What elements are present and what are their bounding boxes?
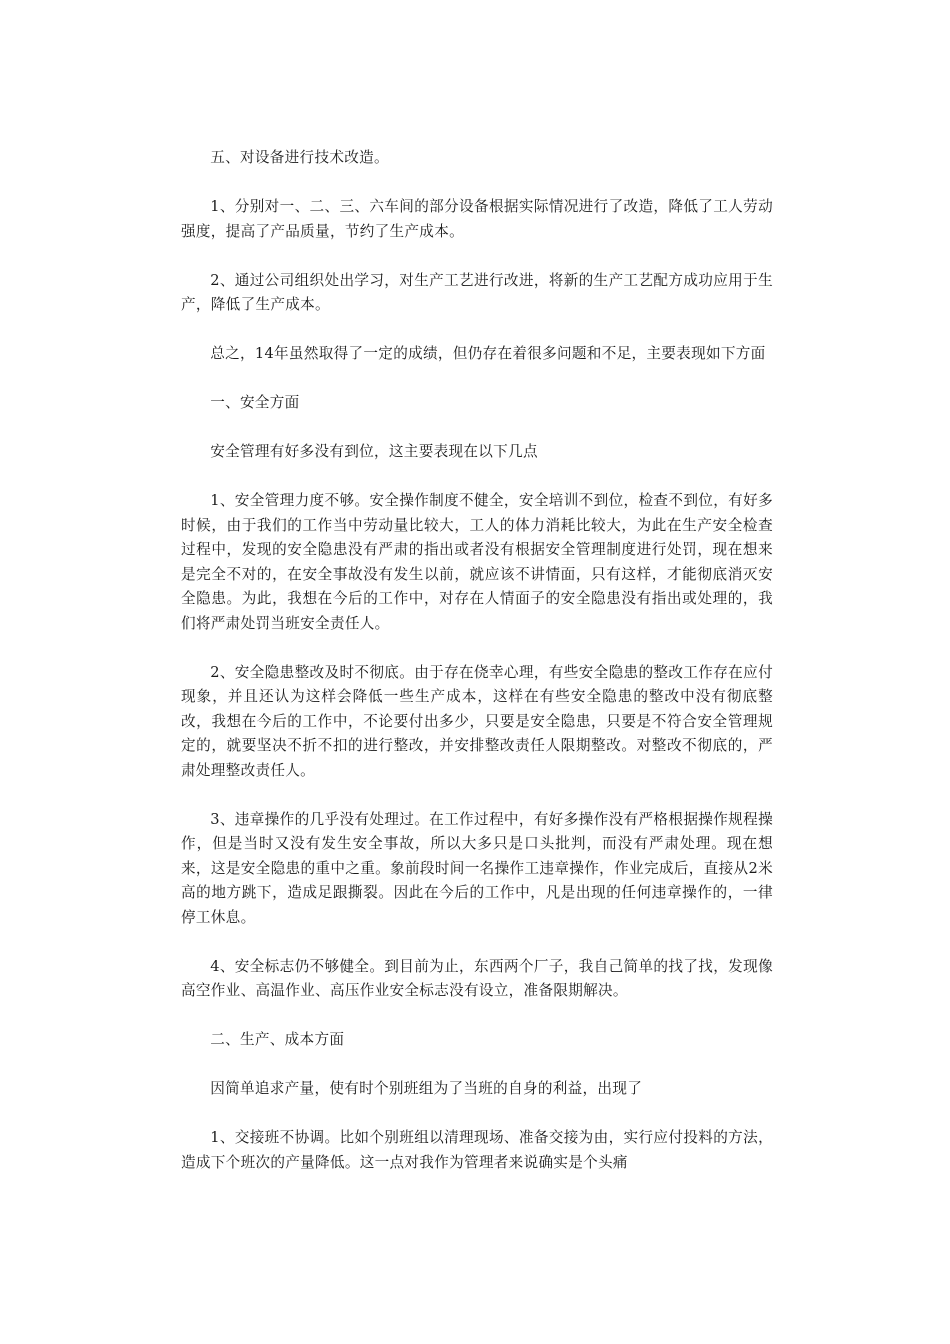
section-heading-production-cost: 二、生产、成本方面 [210, 1031, 345, 1048]
paragraph: 2、安全隐患整改及时不彻底。由于存在侥幸心理，有些安全隐患的整改工作存在应付现象，并且还认为这样会降低一些生产成本，这样在有些安全隐患的整改中没有彻底整改，我想在今后的工作中，不论要付出多少，只要是安全隐患，只要是不符合安全管理规定的，就要坚决不折不扣的进行整改，并安排整改责任人限期整改。对整改不彻底的，严肃处理整改责任人。 [181, 663, 773, 779]
paragraph: 2、通过公司组织处出学习，对生产工艺进行改进，将新的生产工艺配方成功应用于生产，降低了生产成本。 [181, 271, 773, 313]
paragraph: 安全管理有好多没有到位，这主要表现在以下几点 [210, 443, 538, 460]
paragraph: 1、安全管理力度不够。安全操作制度不健全，安全培训不到位，检查不到位，有好多时候，由于我们的工作当中劳动量比较大，工人的体力消耗比较大，为此在生产安全检查过程中，发现的安全隐患没有严肃的指出或者没有根据安全管理制度进行处罚，现在想来是完全不对的，在安全事故没有发生以前，就应该不讲情面，只有这样，才能彻底消灭安全隐患。为此，我想在今后的工作中，对存在人情面子的安全隐患没有指出或处理的，我们将严肃处罚当班安全责任人。 [181, 492, 773, 632]
paragraph: 4、安全标志仍不够健全。到目前为止，东西两个厂子，我自己简单的找了找，发现像高空作业、高温作业、高压作业安全标志没有设立，准备限期解决。 [181, 957, 773, 999]
paragraph: 3、违章操作的几乎没有处理过。在工作过程中，有好多操作没有严格根据操作规程操作，但是当时又没有发生安全事故，所以大多只是口头批判，而没有严肃处理。现在想来，这是安全隐患的重中之重。象前段时间一名操作工违章操作，作业完成后，直接从2米高的地方跳下，造成足跟撕裂。因此在今后的工作中，凡是出现的任何违章操作的，一律停工休息。 [181, 810, 773, 926]
paragraph: 1、分别对一、二、三、六车间的部分设备根据实际情况进行了改造，降低了工人劳动强度，提高了产品质量，节约了生产成本。 [181, 198, 773, 240]
paragraph-summary: 总之，14年虽然取得了一定的成绩，但仍存在着很多问题和不足，主要表现如下方面 [210, 345, 766, 362]
paragraph: 1、交接班不协调。比如个别班组以清理现场、准备交接为由，实行应付投料的方法，造成下个班次的产量降低。这一点对我作为管理者来说确实是个头痛 [181, 1129, 773, 1171]
section-heading-safety: 一、安全方面 [210, 394, 300, 411]
section-heading-equipment: 五、对设备进行技术改造。 [210, 149, 389, 166]
paragraph: 因简单追求产量，使有时个别班组为了当班的自身的利益，出现了 [210, 1080, 643, 1097]
document-page [181, 146, 773, 1200]
